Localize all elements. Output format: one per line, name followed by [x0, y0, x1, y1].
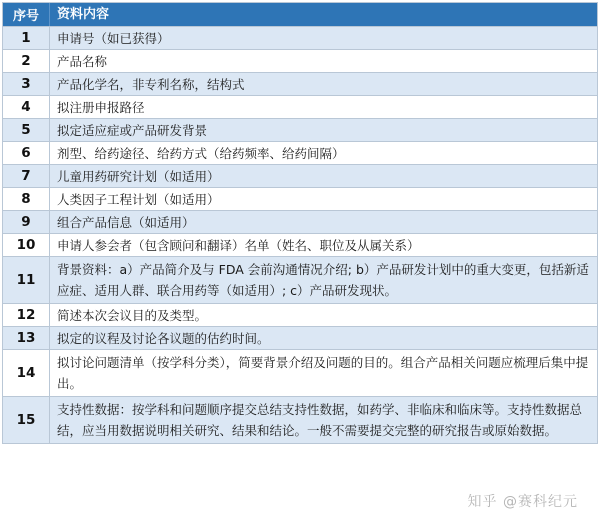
table-row — [3, 233, 597, 256]
row-number: 6 — [3, 142, 50, 164]
table-row — [3, 187, 597, 210]
row-text: 组合产品信息（如适用） — [57, 214, 195, 230]
row-text: 产品名称 — [57, 53, 108, 69]
row-number: 8 — [3, 188, 50, 210]
row-text: 儿童用药研究计划（如适用） — [57, 168, 220, 184]
row-text: 申请号（如已获得） — [57, 30, 170, 46]
table-row — [3, 141, 597, 164]
row-text: 拟定适应症或产品研发背景 — [57, 122, 208, 138]
table-row — [3, 72, 597, 95]
row-text: 拟定的议程及讨论各议题的估约时间。 — [57, 330, 270, 346]
row-number: 15 — [3, 397, 50, 443]
table-row — [3, 349, 597, 396]
row-text: 拟注册申报路径 — [57, 99, 145, 115]
row-number: 12 — [3, 304, 50, 326]
row-number: 13 — [3, 327, 50, 349]
table-row — [3, 118, 597, 141]
row-text: 人类因子工程计划（如适用） — [57, 191, 220, 207]
row-text: 产品化学名，非专利名称，结构式 — [57, 76, 245, 92]
row-text: 背景资料：a）产品简介及与 FDA 会前沟通情况介绍; b）产品研发计划中的重大变更，包括新适应症、适用人群、联合用药等（如适用）; c）产品研发现状。 — [57, 262, 589, 298]
row-number: 9 — [3, 211, 50, 233]
row-number: 4 — [3, 96, 50, 118]
table-row — [3, 26, 597, 49]
watermark: 知乎 @赛科纪元 — [467, 494, 578, 510]
row-number: 14 — [3, 350, 50, 396]
row-number: 5 — [3, 119, 50, 141]
row-number: 10 — [3, 234, 50, 256]
table-row — [3, 396, 597, 443]
row-number: 11 — [3, 257, 50, 303]
table-row — [3, 164, 597, 187]
header-content: 资料内容 — [57, 7, 110, 22]
table-header — [3, 3, 597, 26]
document-table — [2, 2, 598, 444]
row-text: 剂型、给药途径、给药方式（给药频率、给药间隔） — [57, 145, 345, 161]
row-text: 拟讨论问题清单（按学科分类），简要背景介绍及问题的目的。组合产品相关问题应梳理后集中提出。 — [57, 355, 589, 391]
row-number: 3 — [3, 73, 50, 95]
table-row — [3, 326, 597, 349]
table-row — [3, 49, 597, 72]
row-text: 简述本次会议目的及类型。 — [57, 307, 208, 323]
table-row — [3, 210, 597, 233]
table-row — [3, 303, 597, 326]
header-seq: 序号 — [3, 3, 50, 26]
table-row — [3, 95, 597, 118]
table-row — [3, 256, 597, 303]
row-number: 1 — [3, 27, 50, 49]
row-text: 支持性数据：按学科和问题顺序提交总结支持性数据，如药学、非临床和临床等。支持性数据总结，应当用数据说明相关研究、结果和结论。一般不需要提交完整的研究报告或原始数据。 — [57, 402, 583, 438]
row-text: 申请人参会者（包含顾问和翻译）名单（姓名、职位及从属关系） — [57, 237, 420, 253]
row-number: 7 — [3, 165, 50, 187]
row-number: 2 — [3, 50, 50, 72]
